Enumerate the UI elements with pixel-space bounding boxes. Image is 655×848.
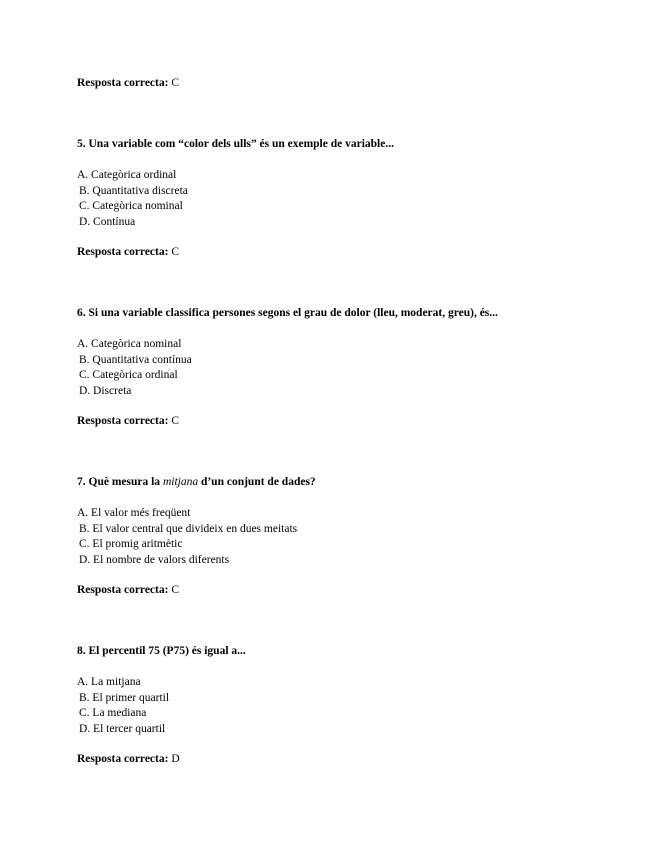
question-7 — [77, 475, 637, 599]
option-a: A. Categòrica nominal — [77, 338, 182, 350]
answer-label: Resposta correcta: — [77, 584, 169, 596]
option-b: B. El valor central que divideix en dues meitats — [79, 522, 298, 535]
question-title — [77, 644, 637, 660]
option-d: D. Discreta — [79, 384, 132, 397]
answer-value: C — [171, 77, 179, 89]
option-a: A. Categòrica ordinal — [77, 169, 177, 181]
option-d: D. El tercer quartil — [79, 722, 166, 735]
question-title — [77, 137, 637, 153]
answer-value: C — [171, 246, 179, 258]
question-8 — [77, 644, 637, 768]
option-a: A. El valor més freqüent — [77, 507, 191, 519]
options-list — [77, 168, 637, 230]
question-text-emphasis: mitjana — [162, 476, 199, 488]
option-b: B. Quantitativa discreta — [79, 184, 188, 197]
question-5 — [77, 137, 637, 261]
question-title — [77, 306, 637, 322]
question-6 — [77, 306, 637, 430]
option-c: C. El promig aritmètic — [79, 538, 183, 550]
option-c: C. La mediana — [79, 707, 147, 719]
answer-line — [77, 583, 637, 599]
answer-label: Resposta correcta: — [77, 77, 169, 89]
answer-value: D — [171, 753, 180, 765]
question-text: 7. Què mesura la — [77, 476, 163, 488]
answer-line — [77, 752, 637, 768]
options-list — [77, 337, 637, 399]
question-text: 6. Si una variable classifica persones segons el grau de dolor (lleu, moderat, greu), és... — [77, 307, 498, 319]
answer-value: C — [171, 584, 179, 596]
option-a: A. La mitjana — [77, 676, 141, 688]
question-text: 5. Una variable com “color dels ulls” és un exemple de variable... — [77, 138, 394, 150]
question-title — [77, 475, 637, 491]
option-c: C. Categòrica nominal — [79, 200, 183, 212]
question-text-end: d’un conjunt de dades? — [198, 476, 316, 488]
option-d: D. Contínua — [79, 215, 136, 228]
answer-line — [77, 245, 637, 261]
answer-line-previous — [77, 76, 179, 92]
options-list — [77, 675, 637, 737]
answer-label: Resposta correcta: — [77, 415, 169, 427]
option-b: B. El primer quartil — [79, 691, 170, 704]
option-b: B. Quantitativa contínua — [79, 353, 192, 366]
options-list — [77, 506, 637, 568]
answer-line — [77, 414, 637, 430]
answer-label: Resposta correcta: — [77, 753, 169, 765]
answer-label: Resposta correcta: — [77, 246, 169, 258]
answer-value: C — [171, 415, 179, 427]
option-c: C. Categòrica ordinal — [79, 369, 178, 381]
option-d: D. El nombre de valors diferents — [79, 553, 230, 566]
question-text: 8. El percentil 75 (P75) és igual a... — [77, 645, 246, 657]
